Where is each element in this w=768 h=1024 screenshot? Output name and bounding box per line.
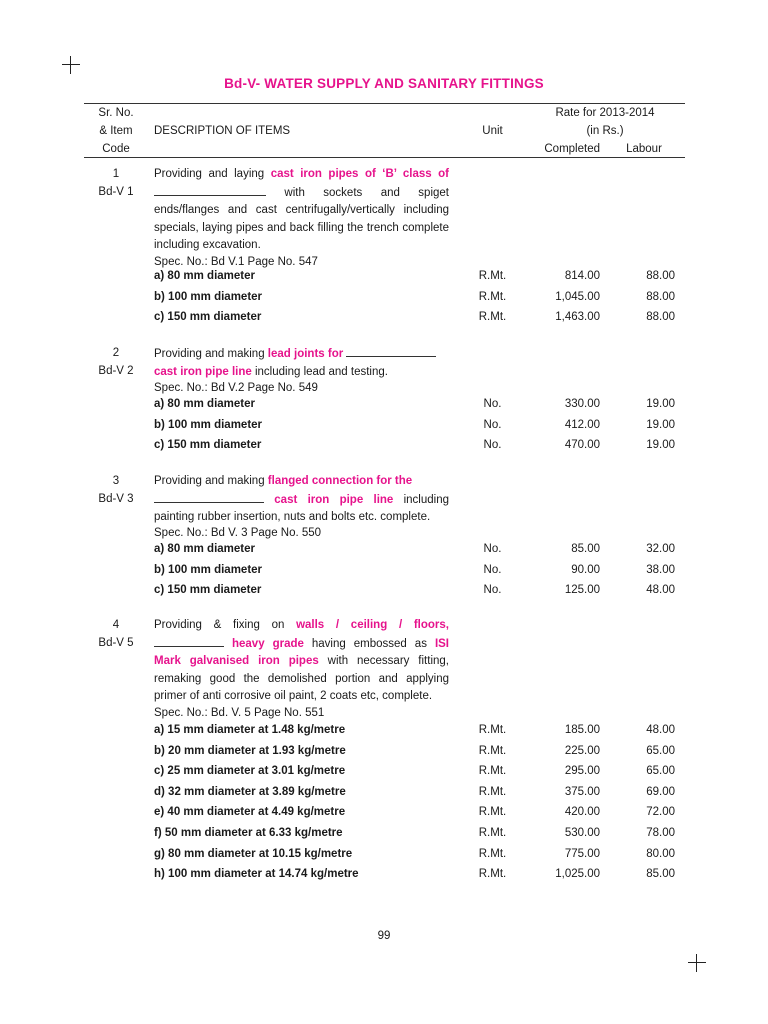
header-unit: Unit bbox=[482, 125, 503, 137]
row-labour: 88.00 bbox=[646, 290, 675, 303]
row-unit: R.Mt. bbox=[478, 806, 507, 819]
desc-highlight: lead joints for bbox=[267, 348, 344, 360]
item-description bbox=[154, 166, 449, 255]
item-code-cell bbox=[84, 345, 148, 380]
header-sr-line3: Code bbox=[102, 143, 130, 155]
table-row bbox=[84, 394, 685, 415]
row-completed: 125.00 bbox=[564, 584, 600, 597]
row-label: b) 100 mm diameter bbox=[154, 563, 263, 576]
item-code: Bd-V 3 bbox=[98, 492, 134, 505]
item-code: Bd-V 5 bbox=[98, 636, 134, 649]
item-code-cell bbox=[84, 473, 148, 508]
row-completed: 295.00 bbox=[564, 765, 600, 778]
desc-highlight: cast iron pipes of ‘B’ class of bbox=[270, 168, 450, 180]
blank-line bbox=[154, 184, 266, 196]
row-labour: 65.00 bbox=[646, 765, 675, 778]
table-row bbox=[84, 560, 685, 581]
header-sr-line2: & Item bbox=[99, 125, 133, 137]
row-unit: R.Mt. bbox=[478, 847, 507, 860]
row-unit: No. bbox=[483, 439, 502, 452]
row-unit: No. bbox=[483, 418, 502, 431]
row-labour: 48.00 bbox=[646, 724, 675, 736]
item-description bbox=[154, 345, 449, 381]
item-code: Bd-V 2 bbox=[98, 364, 134, 377]
row-completed: 225.00 bbox=[564, 744, 600, 757]
row-unit: R.Mt. bbox=[478, 744, 507, 757]
table-row bbox=[84, 782, 685, 803]
row-label: a) 15 mm diameter at 1.48 kg/metre bbox=[154, 724, 346, 736]
row-labour: 38.00 bbox=[646, 563, 675, 576]
row-label: c) 150 mm diameter bbox=[154, 439, 262, 452]
header-description: DESCRIPTION OF ITEMS bbox=[154, 125, 291, 137]
row-completed: 85.00 bbox=[571, 543, 600, 555]
row-completed: 412.00 bbox=[564, 418, 600, 431]
crop-mark-bottom-right bbox=[688, 954, 706, 972]
item-number: 3 bbox=[112, 475, 120, 487]
row-unit: R.Mt. bbox=[478, 724, 507, 736]
row-unit: R.Mt. bbox=[478, 827, 507, 839]
header-completed: Completed bbox=[544, 143, 600, 155]
desc-text: with necessary fitting, remaking good the demolished portion and applying primer of anti corrosive oil paint, 2 coats etc, complete. bbox=[154, 655, 449, 703]
table-row bbox=[84, 720, 685, 741]
row-labour: 88.00 bbox=[646, 311, 675, 324]
row-labour: 19.00 bbox=[646, 439, 675, 452]
row-unit: R.Mt. bbox=[478, 311, 507, 324]
row-label: c) 150 mm diameter bbox=[154, 584, 262, 597]
desc-text: Providing and making bbox=[154, 475, 268, 487]
desc-text: with sockets and spiget ends/flanges and cast centrifugally/vertically including specials, laying pipes and back filling the trench complete including excavation. bbox=[154, 186, 449, 252]
row-unit: R.Mt. bbox=[478, 785, 507, 798]
row-labour: 65.00 bbox=[646, 744, 675, 757]
table-row bbox=[84, 864, 685, 885]
table-row bbox=[84, 802, 685, 823]
row-label: a) 80 mm diameter bbox=[154, 543, 255, 555]
item-number: 1 bbox=[112, 168, 120, 180]
row-label: a) 80 mm diameter bbox=[154, 398, 255, 410]
row-label: b) 100 mm diameter bbox=[154, 290, 263, 303]
header-rate bbox=[530, 104, 680, 140]
desc-highlight: ISI Mark galvanised iron pipes bbox=[154, 637, 449, 668]
row-completed: 470.00 bbox=[564, 439, 600, 452]
row-completed: 330.00 bbox=[564, 398, 600, 410]
row-labour: 80.00 bbox=[646, 847, 675, 860]
desc-text: including lead and testing. bbox=[251, 365, 388, 378]
row-completed: 1,045.00 bbox=[555, 290, 600, 303]
desc-text: Providing & fixing on bbox=[154, 619, 297, 631]
desc-highlight: cast iron pipe line bbox=[154, 365, 252, 378]
desc-highlight: heavy grade bbox=[231, 637, 304, 650]
spec-reference: Spec. No.: Bd V.2 Page No. 549 bbox=[154, 382, 318, 394]
row-unit: No. bbox=[483, 563, 502, 576]
row-unit: R.Mt. bbox=[478, 270, 507, 282]
table-row bbox=[84, 580, 685, 601]
row-labour: 88.00 bbox=[646, 270, 675, 282]
row-label: b) 20 mm diameter at 1.93 kg/metre bbox=[154, 744, 346, 757]
row-labour: 69.00 bbox=[646, 785, 675, 798]
row-completed: 530.00 bbox=[564, 827, 600, 839]
row-unit: R.Mt. bbox=[478, 868, 507, 881]
table-row bbox=[84, 307, 685, 328]
row-labour: 19.00 bbox=[646, 418, 675, 431]
desc-text: having embossed as bbox=[303, 637, 435, 650]
row-labour: 72.00 bbox=[646, 806, 675, 819]
table-row bbox=[84, 539, 685, 560]
row-completed: 1,025.00 bbox=[555, 868, 600, 881]
row-completed: 775.00 bbox=[564, 847, 600, 860]
row-label: a) 80 mm diameter bbox=[154, 270, 255, 282]
table-row bbox=[84, 844, 685, 865]
row-labour: 19.00 bbox=[646, 398, 675, 410]
row-label: d) 32 mm diameter at 3.89 kg/metre bbox=[154, 785, 346, 798]
desc-highlight: flanged connection for the bbox=[267, 475, 413, 487]
row-unit: R.Mt. bbox=[478, 290, 507, 303]
desc-text: Providing and making bbox=[154, 348, 268, 360]
row-label: c) 25 mm diameter at 3.01 kg/metre bbox=[154, 765, 346, 778]
spec-reference: Spec. No.: Bd. V. 5 Page No. 551 bbox=[154, 707, 325, 719]
row-unit: No. bbox=[483, 584, 502, 597]
spec-reference: Spec. No.: Bd V. 3 Page No. 550 bbox=[154, 527, 322, 539]
table-row bbox=[84, 287, 685, 308]
desc-highlight: walls / ceiling / floors, bbox=[296, 619, 449, 631]
row-labour: 48.00 bbox=[646, 584, 675, 597]
item-code: Bd-V 1 bbox=[98, 185, 134, 198]
table-row bbox=[84, 761, 685, 782]
table-row bbox=[84, 823, 685, 844]
row-label: g) 80 mm diameter at 10.15 kg/metre bbox=[154, 847, 353, 860]
row-label: e) 40 mm diameter at 4.49 kg/metre bbox=[154, 806, 346, 819]
blank-line bbox=[346, 345, 436, 357]
desc-highlight: cast iron pipe line bbox=[274, 493, 394, 506]
table-row bbox=[84, 435, 685, 456]
row-completed: 420.00 bbox=[564, 806, 600, 819]
row-labour: 85.00 bbox=[646, 868, 675, 881]
row-labour: 78.00 bbox=[646, 827, 675, 839]
row-unit: No. bbox=[483, 543, 502, 555]
header-sr-line1: Sr. No. bbox=[98, 107, 134, 119]
row-completed: 1,463.00 bbox=[555, 311, 600, 324]
item-description bbox=[154, 617, 449, 706]
table-header-rule bbox=[84, 157, 685, 158]
row-label: f) 50 mm diameter at 6.33 kg/metre bbox=[154, 827, 343, 839]
item-code-cell bbox=[84, 166, 148, 201]
desc-text: including painting rubber insertion, nuts and bolts etc. complete. bbox=[154, 493, 449, 524]
spec-reference: Spec. No.: Bd V.1 Page No. 547 bbox=[154, 256, 318, 268]
item-number: 2 bbox=[112, 347, 120, 359]
row-completed: 375.00 bbox=[564, 785, 600, 798]
row-unit: No. bbox=[483, 398, 502, 410]
page-title: Bd-V- WATER SUPPLY AND SANITARY FITTINGS bbox=[224, 76, 544, 91]
table-row bbox=[84, 415, 685, 436]
crop-mark-top-left bbox=[62, 56, 80, 74]
row-label: c) 150 mm diameter bbox=[154, 311, 262, 324]
table-row bbox=[84, 741, 685, 762]
row-completed: 814.00 bbox=[564, 270, 600, 282]
row-label: h) 100 mm diameter at 14.74 kg/metre bbox=[154, 868, 359, 881]
row-completed: 185.00 bbox=[564, 724, 600, 736]
header-sr-no bbox=[84, 104, 148, 158]
row-unit: R.Mt. bbox=[478, 765, 507, 778]
header-rate-line1: Rate for 2013-2014 bbox=[555, 107, 655, 119]
item-code-cell bbox=[84, 617, 148, 652]
item-description bbox=[154, 473, 449, 527]
blank-line bbox=[154, 635, 224, 647]
header-labour: Labour bbox=[626, 143, 662, 155]
header-rate-line2: (in Rs.) bbox=[586, 125, 624, 137]
item-number: 4 bbox=[112, 619, 120, 631]
row-completed: 90.00 bbox=[571, 563, 600, 576]
row-labour: 32.00 bbox=[646, 543, 675, 555]
desc-text: Providing and laying bbox=[154, 168, 271, 180]
table-row bbox=[84, 266, 685, 287]
blank-line bbox=[154, 491, 264, 503]
row-label: b) 100 mm diameter bbox=[154, 418, 263, 431]
page-number: 99 bbox=[377, 930, 391, 942]
